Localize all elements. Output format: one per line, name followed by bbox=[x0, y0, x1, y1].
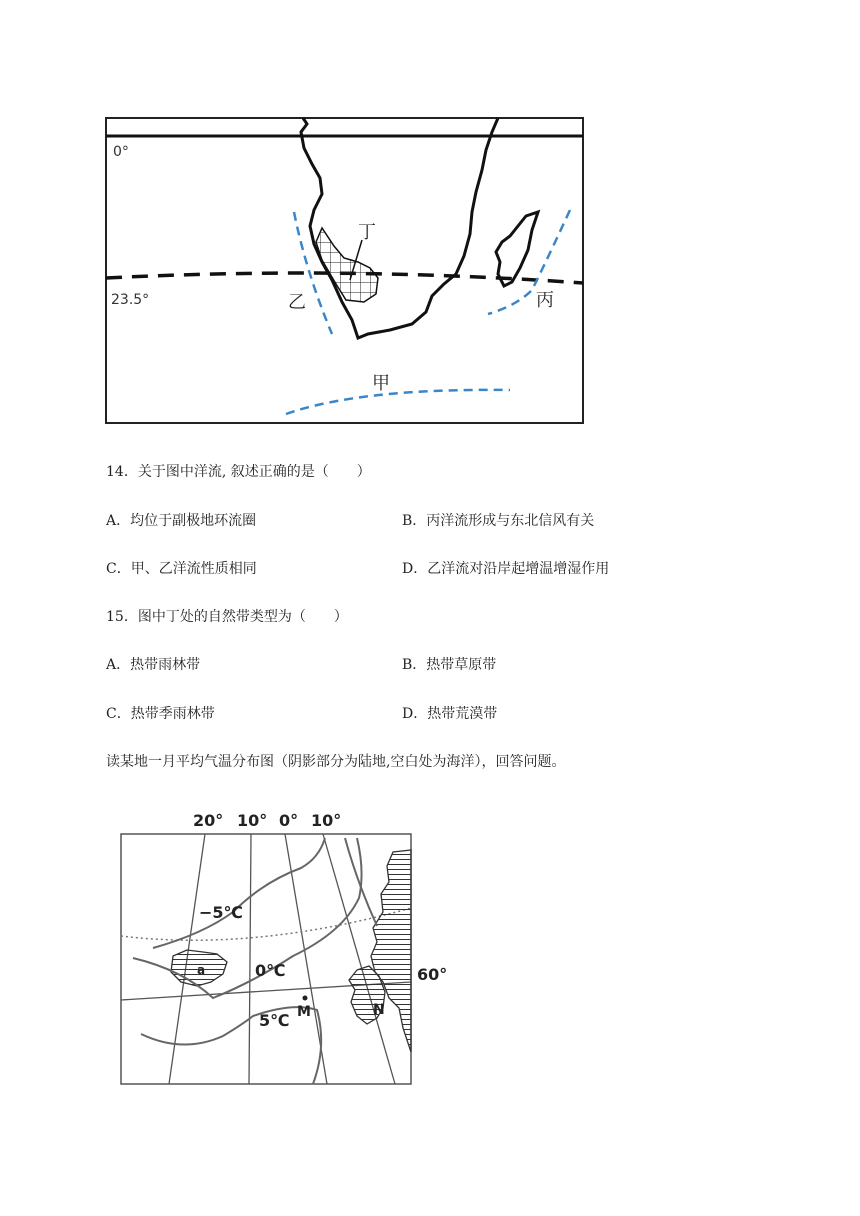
lon-label-10e: 10° bbox=[311, 811, 342, 830]
isotherm-5 bbox=[141, 1007, 321, 1084]
map2-intro: 读某地一月平均气温分布图（阴影部分为陆地,空白处为海洋），回答问题。 bbox=[106, 754, 566, 770]
label-ding: 丁 bbox=[358, 222, 376, 243]
iso-label-0: 0℃ bbox=[255, 961, 286, 980]
iso-label-minus5: −5℃ bbox=[199, 903, 243, 922]
lat-label-60: 60° bbox=[417, 965, 448, 984]
q14-option-d: D．乙洋流对沿岸起增温增湿作用 bbox=[402, 561, 610, 577]
lon-label-10w: 10° bbox=[237, 811, 268, 830]
point-label-a: a bbox=[197, 963, 206, 977]
africa-coastline bbox=[301, 118, 498, 338]
q14-option-c: C．甲、乙洋流性质相同 bbox=[106, 561, 257, 577]
isotherm-map bbox=[113, 802, 453, 1094]
q14-stem: 14．关于图中洋流, 叙述正确的是（ ） bbox=[106, 464, 371, 480]
point-label-n: N bbox=[373, 1002, 385, 1018]
q15-option-a: A．热带雨林带 bbox=[106, 657, 201, 673]
label-equator: 0° bbox=[113, 144, 129, 160]
label-yi: 乙 bbox=[288, 292, 306, 313]
meridian-10w bbox=[249, 834, 251, 1084]
dotted-parallel bbox=[121, 908, 411, 940]
q15-stem: 15．图中丁处的自然带类型为（ ） bbox=[106, 609, 348, 625]
lon-label-20: 20° bbox=[193, 811, 224, 830]
current-jia bbox=[286, 390, 510, 414]
isotherm-0 bbox=[133, 838, 362, 998]
q14-option-b: B．丙洋流形成与东北信风有关 bbox=[402, 513, 595, 529]
iso-label-5: 5℃ bbox=[259, 1011, 290, 1030]
madagascar-outline bbox=[496, 212, 538, 286]
point-m-marker bbox=[303, 996, 308, 1001]
map2-frame bbox=[121, 834, 411, 1084]
label-tropic: 23.5° bbox=[111, 292, 150, 308]
point-label-m: M bbox=[297, 1004, 311, 1020]
q14-option-a: A．均位于副极地环流圈 bbox=[106, 513, 257, 529]
q15-option-b: B．热带草原带 bbox=[402, 657, 497, 673]
label-jia: 甲 bbox=[372, 373, 390, 394]
q15-option-d: D．热带荒漠带 bbox=[402, 706, 498, 722]
isotherm-minus5 bbox=[153, 838, 325, 948]
lon-label-0: 0° bbox=[279, 811, 299, 830]
ocean-current-map bbox=[100, 112, 590, 428]
q15-option-c: C．热带季雨林带 bbox=[106, 706, 215, 722]
label-bing: 丙 bbox=[536, 290, 554, 311]
